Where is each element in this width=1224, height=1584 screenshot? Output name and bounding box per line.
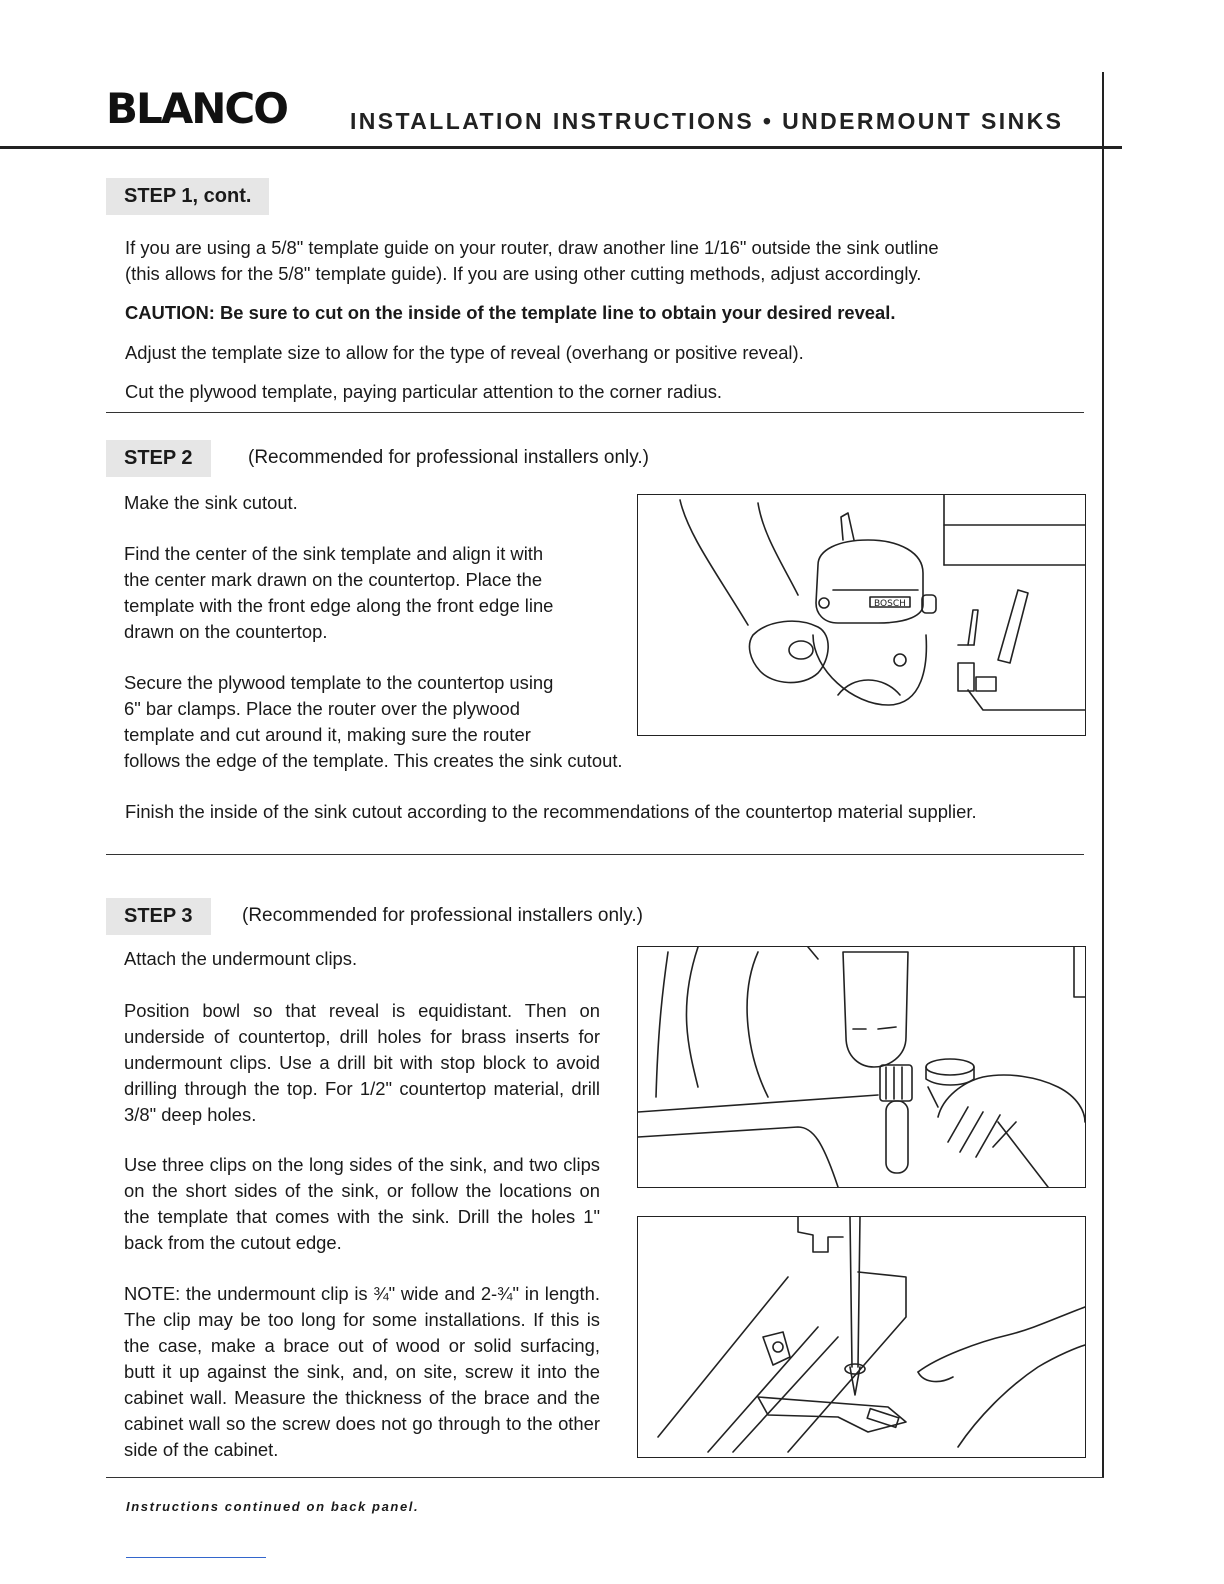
step-2-label: STEP 2: [106, 440, 211, 477]
drill-illustration: [637, 946, 1086, 1188]
step-3-paragraph-1: Attach the undermount clips.: [124, 948, 358, 969]
step-2-paragraph-3-line: 6" bar clamps. Place the router over the plywood: [124, 698, 521, 719]
step-1-caution: CAUTION: Be sure to cut on the inside of the template line to obtain your desired reveal.: [125, 302, 896, 323]
step-3-paragraph-2: Position bowl so that reveal is equidistant. Then on underside of countertop, drill holes for brass inserts for undermount clips. Use a drill bit with stop block to avoid drilling through the top. For 1/2" countertop material, drill 3/8" deep holes.: [124, 1000, 600, 1125]
step-2-paragraph-3-line: template and cut around it, making sure the router: [124, 724, 531, 745]
step-2-paragraph-4: Finish the inside of the sink cutout according to the recommendations of the countertop material supplier.: [125, 801, 977, 822]
header-divider: [0, 146, 1122, 149]
step-3-paragraph-3: Use three clips on the long sides of the sink, and two clips on the short sides of the sink, or follow the locations on the template that comes with the sink. Drill the holes 1" back from the cutout edge.: [124, 1154, 600, 1253]
step-2-paragraph-2: [124, 541, 553, 645]
step-3-paragraph-4: NOTE: the undermount clip is ¾" wide and 2-¾" in length. The clip may be too long for some installations. If this is the case, make a brace out of wood or solid surfacing, butt it up against the sink, and, on site, screw it into the cabinet wall. Measure the thickness of the brace and the cabinet wall so the screw does not go through to the other side of the cabinet.: [124, 1283, 600, 1460]
step-1-divider: [106, 412, 1084, 413]
step-2-paragraph-1: Make the sink cutout.: [124, 492, 298, 513]
step-2-note: (Recommended for professional installers only.): [248, 447, 649, 468]
clip-drawing: [638, 1217, 1085, 1457]
step-2-paragraph-3: [124, 670, 623, 774]
step-3-divider: [106, 1477, 1104, 1478]
footer-link-underline: [126, 1557, 266, 1558]
step-1-paragraph-2: Adjust the template size to allow for the type of reveal (overhang or positive reveal).: [125, 342, 804, 363]
step-2-paragraph-3-line: Secure the plywood template to the countertop using: [124, 672, 554, 693]
clip-illustration: [637, 1216, 1086, 1458]
step-1-paragraph-1: [125, 235, 1085, 287]
footer-note: Instructions continued on back panel.: [126, 1499, 420, 1514]
step-2-paragraph-2-line: template with the front edge along the front edge line: [124, 595, 554, 616]
right-margin-rule: [1102, 72, 1104, 1478]
step-1-paragraph-1-line-1: If you are using a 5/8" template guide on your router, draw another line 1/16" outside the sink outline: [125, 237, 939, 258]
router-illustration: [637, 494, 1086, 736]
step-1-paragraph-3: Cut the plywood template, paying particular attention to the corner radius.: [125, 381, 723, 402]
step-2-paragraph-3-line: follows the edge of the template. This creates the sink cutout.: [124, 750, 623, 771]
step-2-paragraph-2-line: the center mark drawn on the countertop. Place the: [124, 569, 543, 590]
step-1-label: STEP 1, cont.: [106, 178, 269, 215]
page-title: INSTALLATION INSTRUCTIONS • UNDERMOUNT SINKS: [350, 108, 1064, 134]
step-2-divider: [106, 854, 1084, 855]
step-3-note: (Recommended for professional installers only.): [242, 905, 643, 926]
router-brand-label: BOSCH: [874, 599, 906, 609]
step-3-label: STEP 3: [106, 898, 211, 935]
step-1-paragraph-1-line-2: (this allows for the 5/8" template guide). If you are using other cutting methods, adjust accordingly.: [125, 263, 922, 284]
drill-drawing: [638, 947, 1085, 1187]
router-drawing: [638, 495, 1085, 735]
step-2-paragraph-2-line: drawn on the countertop.: [124, 621, 328, 642]
step-2-paragraph-2-line: Find the center of the sink template and align it with: [124, 543, 544, 564]
brand-logo: BLANCO: [106, 84, 287, 133]
